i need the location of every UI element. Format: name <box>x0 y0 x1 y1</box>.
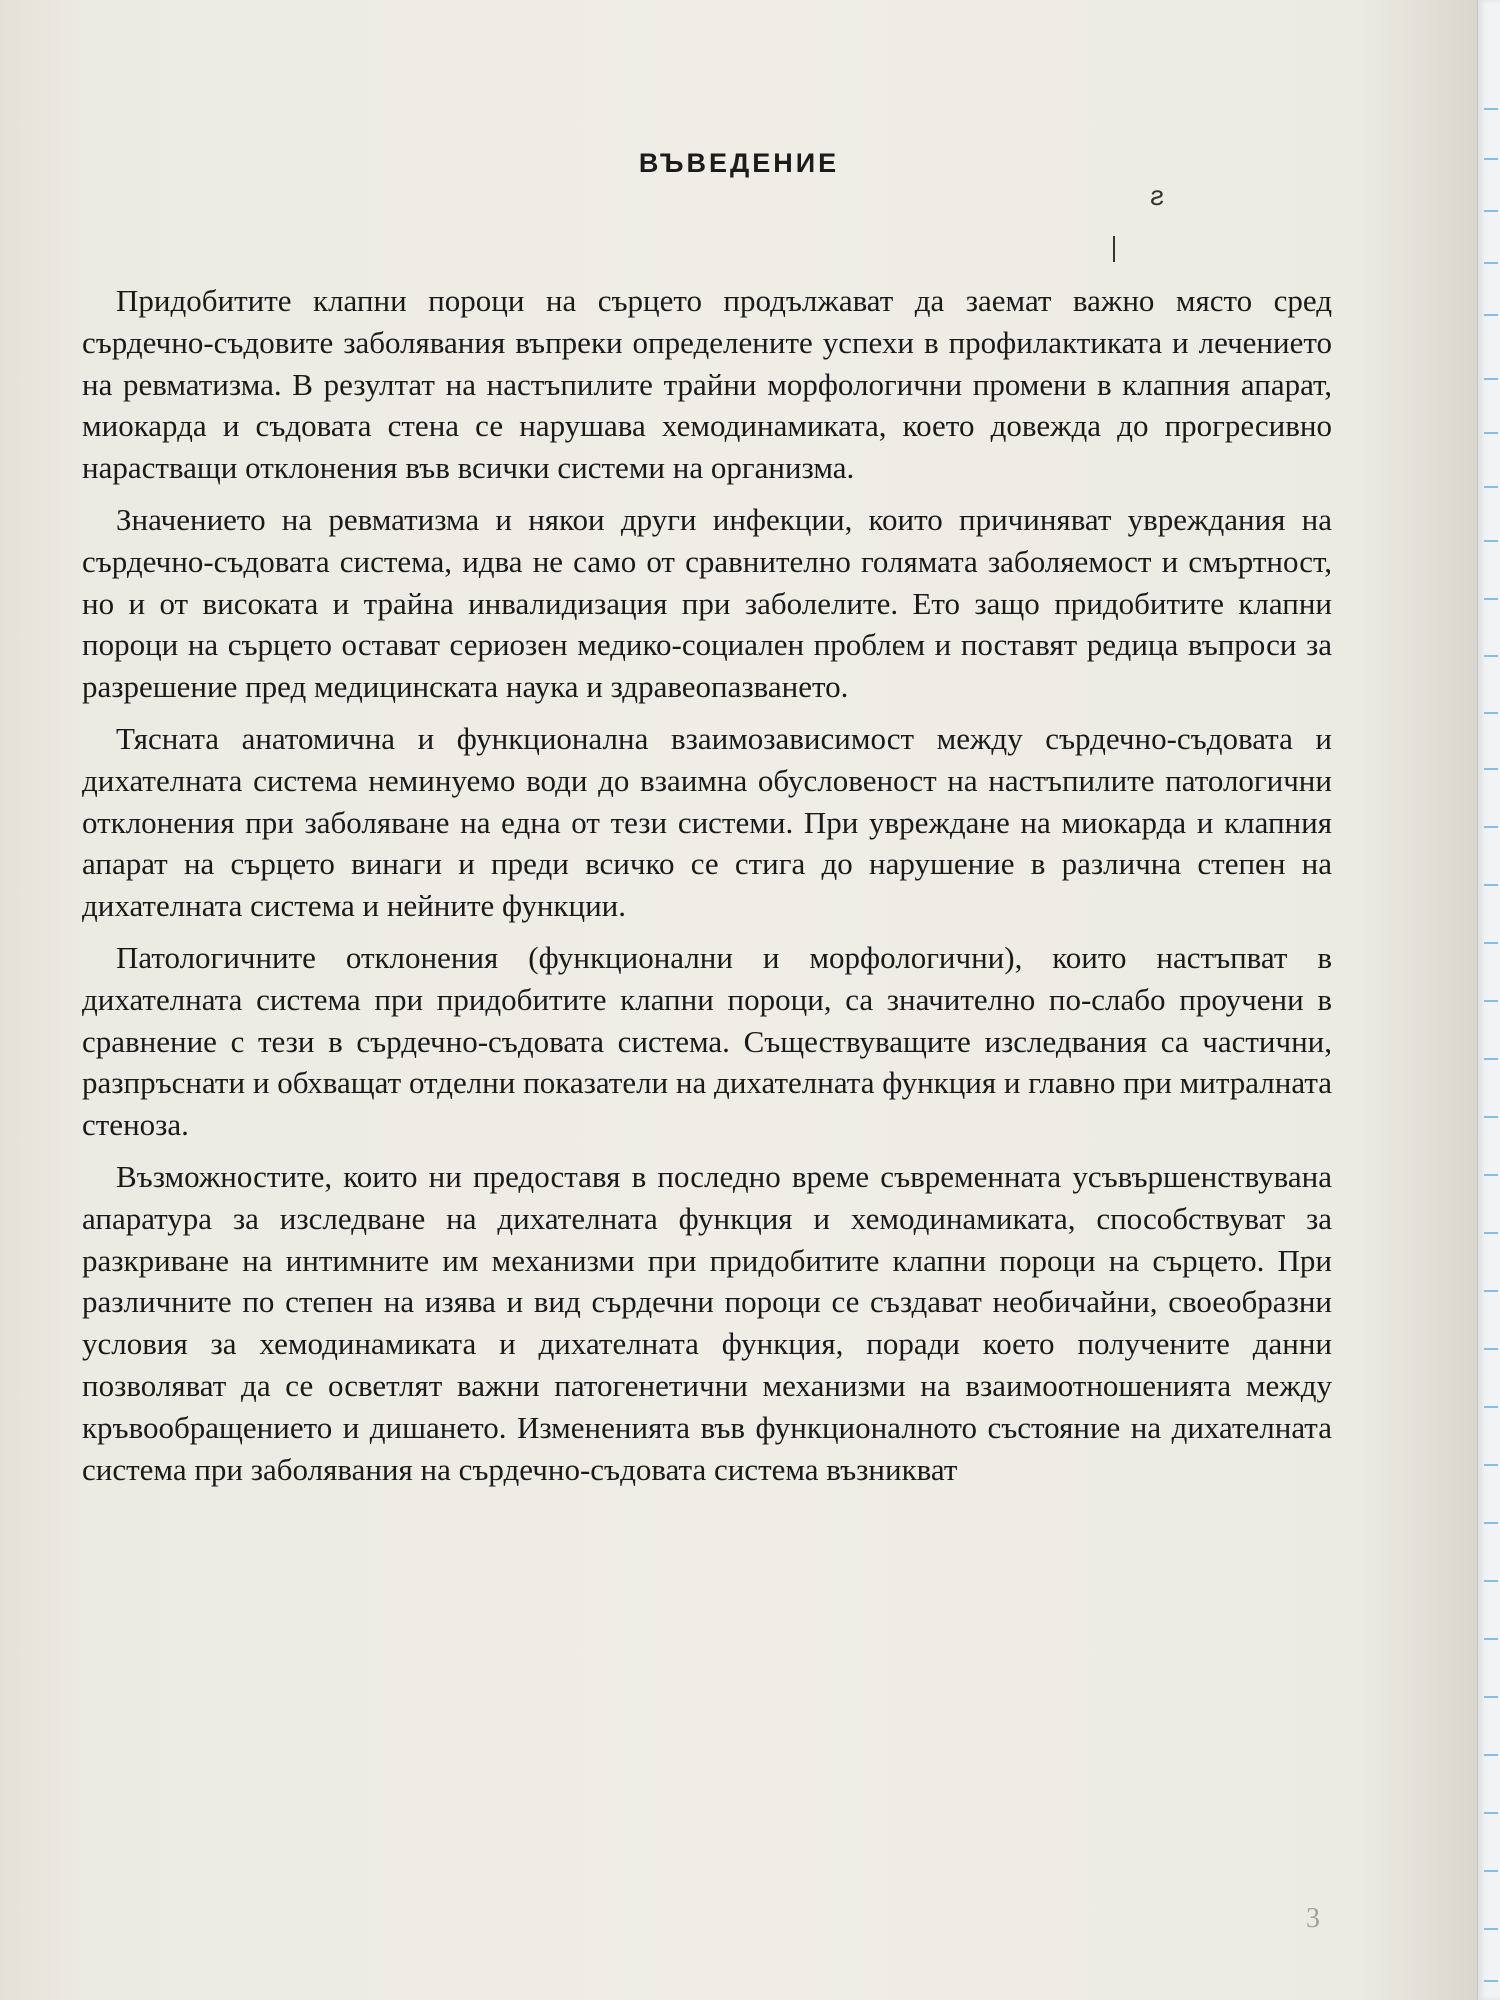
chapter-heading: ВЪВЕДЕНИЕ <box>638 148 840 178</box>
adjacent-page-edge <box>1477 0 1500 2000</box>
ruled-line-mark <box>1484 210 1498 212</box>
ruled-line-mark <box>1484 1928 1498 1930</box>
ruled-line-mark <box>1484 884 1498 886</box>
page-number: 3 <box>1306 1903 1320 1934</box>
ruled-line-mark <box>1484 1406 1498 1408</box>
ruled-line-mark <box>1484 540 1498 542</box>
ruled-line-mark <box>1484 1522 1498 1524</box>
ruled-line-mark <box>1484 1464 1498 1466</box>
pencil-stroke-icon <box>1113 236 1115 262</box>
ruled-line-mark <box>1484 1580 1498 1582</box>
bleed-through-text <box>95 0 1335 44</box>
ruled-line-mark <box>1484 378 1498 380</box>
ruled-line-mark <box>1484 826 1498 828</box>
ruled-line-mark <box>1484 1870 1498 1872</box>
ruled-line-mark <box>1484 942 1498 944</box>
ruled-line-mark <box>1484 262 1498 264</box>
ruled-line-mark <box>1484 1232 1498 1234</box>
bleed-through-block <box>95 0 1335 44</box>
ruled-line-mark <box>1484 1116 1498 1118</box>
ruled-line-mark <box>1484 712 1498 714</box>
paragraph-2: Значението на ревматизма и някои други инфекции, които причиняват увреждания на сърдечно-съдовата система, идва не само от сравнително голямата заболяемост и смъртност, но и от високата и трайна инвалидизация при заболелите. Ето защо придобитите клапни пороци на сърцето остават сериозен медико-социален проблем и поставят редица въпроси за разрешение пред медицинската наука и здравеопазването. <box>82 501 1332 705</box>
ruled-line-mark <box>1484 1980 1498 1982</box>
ruled-line-mark <box>1484 1696 1498 1698</box>
ruled-line-mark <box>1484 1348 1498 1350</box>
ruled-line-mark <box>1484 108 1498 110</box>
ruled-line-mark <box>1484 1000 1498 1002</box>
ruled-line-mark <box>1484 1290 1498 1292</box>
ruled-line-mark <box>1484 768 1498 770</box>
ruled-line-mark <box>1484 432 1498 434</box>
pencil-mark-icon: ƨ <box>1150 180 1164 211</box>
ruled-line-mark <box>1484 1174 1498 1176</box>
paragraph-4: Патологичните отклонения (функционални и морфологични), които настъпват в дихателната система при придобитите клапни пороци, са значително по-слабо проучени в сравнение с тези в сърдечно-съдовата система. Съществуващите изследвания са частични, разпръснати и обхващат отделни показатели на дихателната функция и главно при митралната стеноза. <box>82 939 1332 1143</box>
paragraph-5: Възможностите, които ни предоставя в последно време съвременната усъвършенствувана апаратура за изследване на дихателната функция и хемодинамиката, способствуват за разкриване на интимните им механизми при придобитите клапни пороци на сърцето. При различните по степен на изява и вид сърдечни пороци се създават необичайни, своеобразни условия за хемодинамиката и дихателната функция, поради което получените данни позволяват да се осветлят важни патогенетични механизми на взаимоотношенията между кръвообращението и дишането. Измененията във функционалното състояние на дихателната система при заболявания на сърдечно-съдовата система възникват <box>82 1158 1332 1487</box>
ruled-line-mark <box>1484 158 1498 160</box>
ruled-line-mark <box>1484 1812 1498 1814</box>
ruled-line-mark <box>1484 486 1498 488</box>
ruled-line-mark <box>1484 1058 1498 1060</box>
ruled-line-mark <box>1484 598 1498 600</box>
ruled-line-mark <box>1484 655 1498 657</box>
ruled-line-mark <box>1484 1638 1498 1640</box>
ruled-line-mark <box>1484 1754 1498 1756</box>
paragraph-3: Тясната анатомична и функционална взаимозависимост между сърдечно-съдовата и дихателната система неминуемо води до взаимна обусловеност на настъпилите патологични отклонения при заболяване на една от тези системи. При увреждане на миокарда и клапния апарат на сърцето винаги и преди всичко се стига до нарушение в различна степен на дихателната система и нейните функции. <box>82 720 1332 924</box>
ruled-line-mark <box>1484 314 1498 316</box>
paragraph-1: Придобитите клапни пороци на сърцето продължават да заемат важно място сред сърдечно-съдовите заболявания въпреки определените успехи в профилактиката и лечението на ревматизма. В резултат на настъпилите трайни морфологични промени в клапния апарат, миокарда и съдовата стена се нарушава хемодинамиката, което довежда до прогресивно нарастващи отклонения във всички системи на организма. <box>82 283 1332 486</box>
body-text <box>82 280 1332 1490</box>
